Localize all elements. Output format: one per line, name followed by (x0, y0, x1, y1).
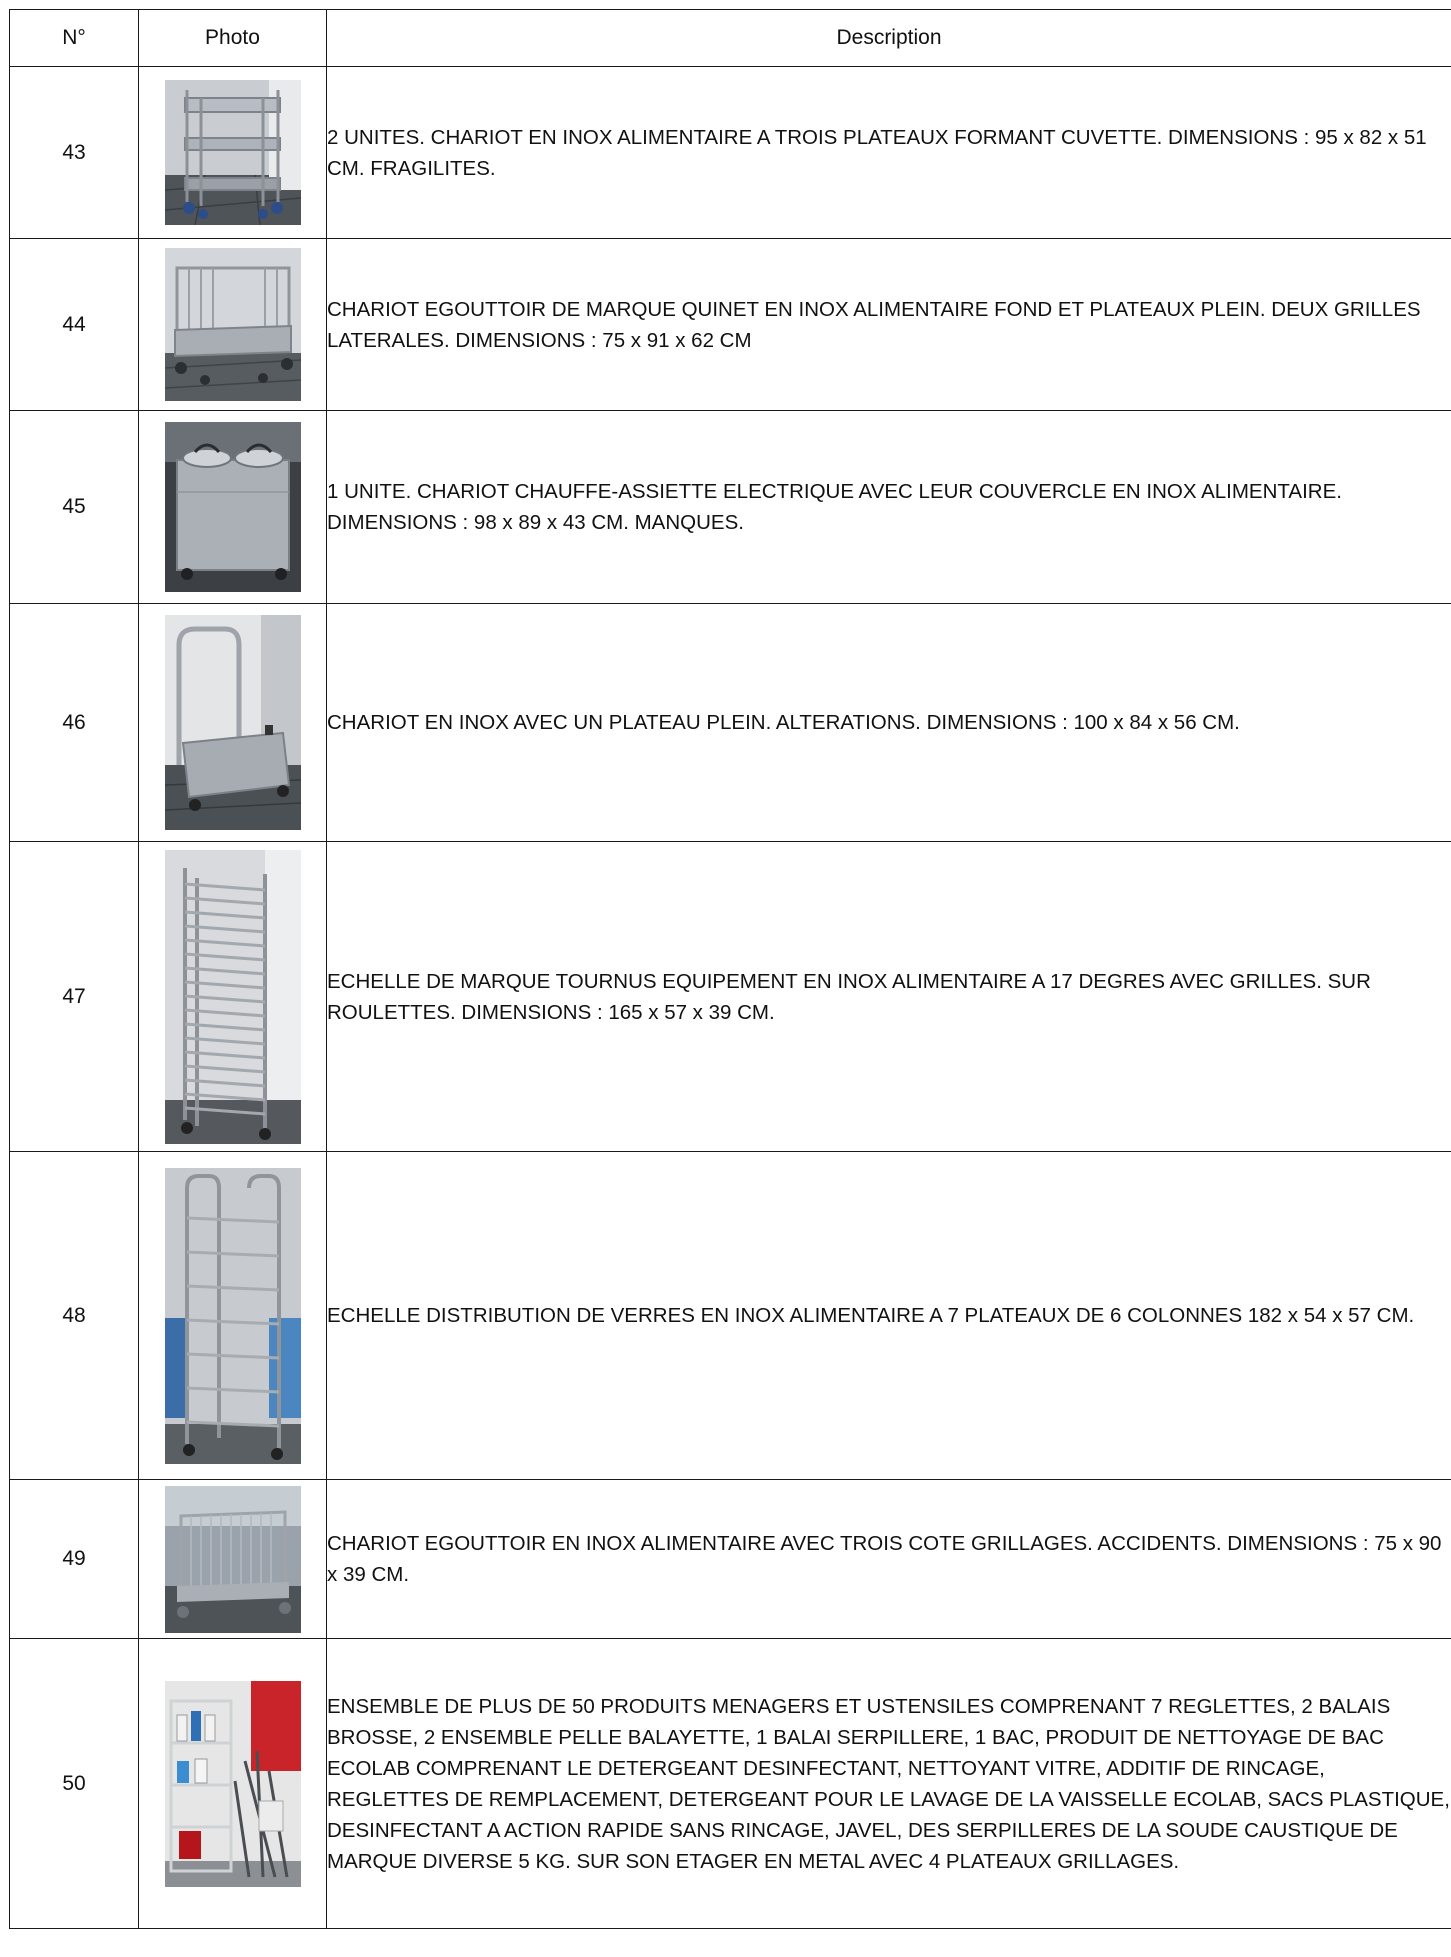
tray-rack-photo (165, 850, 301, 1144)
header-number: N° (10, 10, 139, 67)
lot-description: ECHELLE DISTRIBUTION DE VERRES EN INOX ALIMENTAIRE A 7 PLATEAUX DE 6 COLONNES 182 x 54 x 57 CM. (327, 1152, 1451, 1480)
table-row (10, 604, 1451, 842)
photo-cell (139, 604, 327, 842)
lot-description: CHARIOT EN INOX AVEC UN PLATEAU PLEIN. ALTERATIONS. DIMENSIONS : 100 x 84 x 56 CM. (327, 604, 1451, 842)
draining-trolley-photo (165, 248, 301, 401)
photo-cell (139, 239, 327, 411)
plate-warmer-photo (165, 422, 301, 592)
lot-description: CHARIOT EGOUTTOIR EN INOX ALIMENTAIRE AVEC TROIS COTE GRILLAGES. ACCIDENTS. DIMENSIONS : 75 x 90 x 39 CM. (327, 1480, 1451, 1639)
table-row (10, 67, 1451, 239)
photo-cell (139, 1480, 327, 1639)
lot-description: CHARIOT EGOUTTOIR DE MARQUE QUINET EN INOX ALIMENTAIRE FOND ET PLATEAUX PLEIN. DEUX GRILLES LATERALES. DIMENSIONS : 75 x 91 x 62 CM (327, 239, 1451, 411)
lot-number: 49 (10, 1480, 139, 1639)
header-description: Description (327, 10, 1451, 67)
table-row (10, 842, 1451, 1152)
lot-number: 46 (10, 604, 139, 842)
lot-description: ENSEMBLE DE PLUS DE 50 PRODUITS MENAGERS ET USTENSILES COMPRENANT 7 REGLETTES, 2 BALAIS BROSSE, 2 ENSEMBLE PELLE BALAYETTE, 1 BALAI SERPILLERE, 1 BAC, PRODUIT DE NETTOYAGE DE BAC ECOLAB COMPRENANT LE DETERGEANT DESINFECTANT, NETTOYANT VITRE, ADDITIF DE RINCAGE, REGLETTES DE REMPLACEMENT, DETERGEANT POUR LE LAVAGE DE LA VAISSELLE ECOLAB, SACS PLASTIQUE, DESINFECTANT A ACTION RAPIDE SANS RINCAGE, JAVEL, DES SERPILLERES DE LA SOUDE CAUSTIQUE DE MARQUE DIVERSE 5 KG. SUR SON ETAGER EN METAL AVEC 4 PLATEAUX GRILLAGES. (327, 1639, 1451, 1929)
header-photo: Photo (139, 10, 327, 67)
lot-number: 47 (10, 842, 139, 1152)
table-row (10, 1480, 1451, 1639)
lot-number: 50 (10, 1639, 139, 1929)
glass-rack-photo (165, 1168, 301, 1464)
mesh-trolley-photo (165, 1486, 301, 1633)
table-row (10, 1639, 1451, 1929)
table-row (10, 239, 1451, 411)
photo-cell (139, 67, 327, 239)
lot-description: ECHELLE DE MARQUE TOURNUS EQUIPEMENT EN INOX ALIMENTAIRE A 17 DEGRES AVEC GRILLES. SUR ROULETTES. DIMENSIONS : 165 x 57 x 39 CM. (327, 842, 1451, 1152)
lot-number: 48 (10, 1152, 139, 1480)
header-row (10, 10, 1451, 67)
stainless-trolley-photo (165, 80, 301, 225)
lot-number: 43 (10, 67, 139, 239)
lot-description: 1 UNITE. CHARIOT CHAUFFE-ASSIETTE ELECTRIQUE AVEC LEUR COUVERCLE EN INOX ALIMENTAIRE. DIMENSIONS : 98 x 89 x 43 CM. MANQUES. (327, 411, 1451, 604)
photo-cell (139, 1639, 327, 1929)
lot-table (9, 9, 1451, 1929)
photo-cell (139, 842, 327, 1152)
flat-trolley-photo (165, 615, 301, 830)
table-row (10, 1152, 1451, 1480)
photo-cell (139, 1152, 327, 1480)
table-row (10, 411, 1451, 604)
cleaning-supplies-photo (165, 1681, 301, 1887)
lot-number: 44 (10, 239, 139, 411)
photo-cell (139, 411, 327, 604)
lot-number: 45 (10, 411, 139, 604)
lot-description: 2 UNITES. CHARIOT EN INOX ALIMENTAIRE A TROIS PLATEAUX FORMANT CUVETTE. DIMENSIONS : 95 x 82 x 51 CM. FRAGILITES. (327, 67, 1451, 239)
